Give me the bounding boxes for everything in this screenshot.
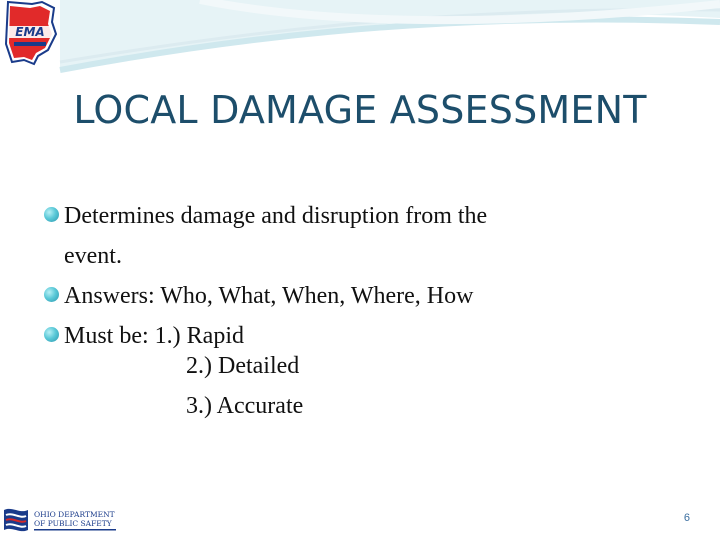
bullet-dot-icon [44,287,59,302]
bullet-dot-icon [44,327,59,342]
bullet-list [44,196,684,356]
bullet-text: Must be: 1.) Rapid [64,323,244,349]
page-number: 6 [683,512,690,524]
sub-item-accurate: 3.) Accurate [186,393,304,419]
svg-text:OF PUBLIC SAFETY: OF PUBLIC SAFETY [34,519,112,528]
bullet-text: Answers: Who, What, When, Where, How [64,283,474,309]
svg-text:OHIO DEPARTMENT: OHIO DEPARTMENT [34,510,115,519]
bullet-dot-icon [44,207,59,222]
slide-title: LOCAL DAMAGE ASSESSMENT [73,88,647,132]
ohio-dps-logo [2,504,120,534]
svg-text:EMA: EMA [15,25,45,39]
bullet-text: Determines damage and disruption from the [64,203,488,229]
bullet-text-wrap: event. [64,243,122,269]
bullet-item [44,276,684,316]
header-swoosh [0,0,720,80]
ema-logo [2,0,58,66]
bullet-item [44,196,684,276]
bullet-item [44,316,684,356]
sub-item-detailed: 2.) Detailed [186,353,300,379]
